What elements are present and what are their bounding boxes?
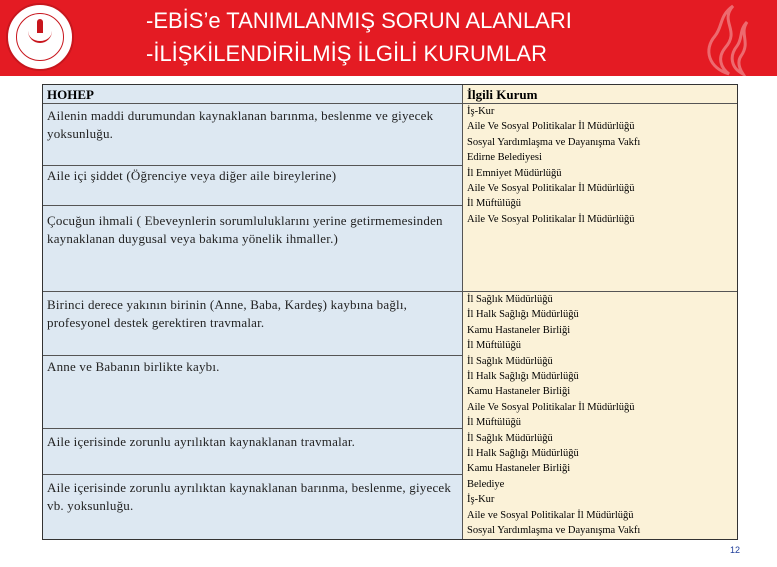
problem-text: Aile içi şiddet (Öğrenciye veya diğer aile bireylerine) <box>47 168 337 183</box>
row-divider <box>43 355 462 356</box>
problem-text: Anne ve Babanın birlikte kaybı. <box>47 359 220 374</box>
column-header-institution: İlgili Kurum <box>463 85 737 103</box>
institution-item: İş-Kur <box>467 494 495 506</box>
problem-cell-3 <box>43 206 462 291</box>
problem-text: Birinci derece yakının birinin (Anne, Baba, Kardeş) kaybına bağlı, profesyonel destek gerektiren travmalar. <box>47 297 408 330</box>
problem-text: Çocuğun ihmali ( Ebeveynlerin sorumluluklarını yerine getirmemesinden kaynaklanan duygusal veya bakıma yönelik ihmaller.) <box>47 213 443 246</box>
problem-cell-6 <box>43 429 462 474</box>
institution-item: Aile Ve Sosyal Politikalar İl Müdürlüğü <box>467 183 635 195</box>
page-number: 12 <box>729 545 740 555</box>
institution-item: İl Halk Sağlığı Müdürlüğü <box>467 448 579 460</box>
institution-item: İl Müftülüğü <box>467 198 521 210</box>
institution-item: İl Emniyet Müdürlüğü <box>467 167 562 179</box>
institution-item: İş-Kur <box>467 106 495 117</box>
row-divider <box>43 428 462 429</box>
institution-item: İl Halk Sağlığı Müdürlüğü <box>467 309 579 321</box>
row-divider <box>43 205 462 206</box>
problem-institution-table <box>42 84 738 540</box>
institution-item: Aile Ve Sosyal Politikalar İl Müdürlüğü <box>467 121 635 133</box>
institution-item: İl Sağlık Müdürlüğü <box>467 355 553 367</box>
institution-item: Kamu Hastaneler Birliği <box>467 386 571 398</box>
institution-item: Aile ve Sosyal Politikalar İl Müdürlüğü <box>467 509 634 521</box>
slide-title-line1: -EBİS’e TANIMLANMIŞ SORUN ALANLARI <box>146 8 572 33</box>
institution-item: Edirne Belediyesi <box>467 152 542 164</box>
institution-cell-2 <box>463 292 737 539</box>
row-divider <box>43 474 462 475</box>
problem-text: Aile içerisinde zorunlu ayrılıktan kaynaklanan travmalar. <box>47 434 356 449</box>
institution-item: İl Müftülüğü <box>467 417 521 429</box>
institution-item: İl Sağlık Müdürlüğü <box>467 432 553 444</box>
institution-item: Sosyal Yardımlaşma ve Dayanışma Vakfı <box>467 136 641 148</box>
title-banner <box>0 0 777 76</box>
institution-item: Aile Ve Sosyal Politikalar İl Müdürlüğü <box>467 401 635 413</box>
institution-item: Sosyal Yardımlaşma ve Dayanışma Vakfı <box>467 525 641 537</box>
row-divider <box>43 165 462 166</box>
row-divider <box>43 291 737 292</box>
problem-cell-4 <box>43 292 462 355</box>
institution-item: Kamu Hastaneler Birliği <box>467 324 571 336</box>
institution-item: İl Müftülüğü <box>467 340 521 352</box>
problem-text: Ailenin maddi durumundan kaynaklanan barınma, beslenme ve giyecek yoksunluğu. <box>47 108 434 141</box>
problem-cell-7 <box>43 475 462 539</box>
problem-cell-5 <box>43 356 462 428</box>
ministry-logo-icon <box>6 3 74 71</box>
institution-item: İl Halk Sağlığı Müdürlüğü <box>467 371 579 383</box>
institution-item: İl Sağlık Müdürlüğü <box>467 294 553 305</box>
institution-item: Belediye <box>467 478 505 490</box>
problem-cell-1 <box>43 104 462 165</box>
problem-text: Aile içerisinde zorunlu ayrılıktan kaynaklanan barınma, beslenme, giyecek vb. yoksunluğu. <box>47 480 452 513</box>
flame-emblem-icon <box>681 4 761 76</box>
problem-cell-2 <box>43 166 462 205</box>
column-divider <box>462 85 463 539</box>
column-header-hohep: HOHEP <box>43 85 462 103</box>
row-divider <box>43 103 737 104</box>
institution-item: Kamu Hastaneler Birliği <box>467 463 571 475</box>
institution-cell-1 <box>463 104 737 291</box>
slide-title-line2: -İLİŞKİLENDİRİLMİŞ İLGİLİ KURUMLAR <box>146 41 547 66</box>
institution-item: Aile Ve Sosyal Politikalar İl Müdürlüğü <box>467 213 635 225</box>
